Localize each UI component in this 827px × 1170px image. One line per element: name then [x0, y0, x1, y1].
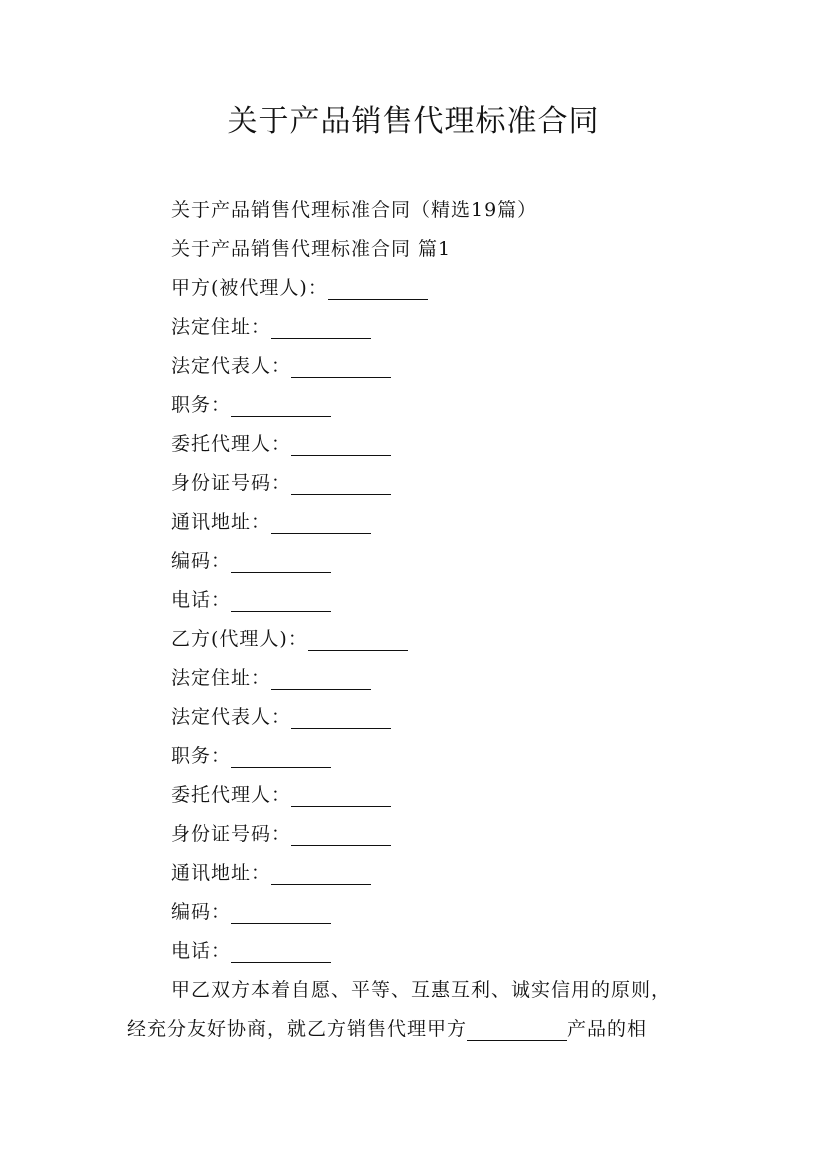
- party-a-field: [127, 464, 705, 503]
- fill-blank: [291, 706, 391, 729]
- field-label: 委托代理人：: [171, 784, 292, 806]
- field-label: 编码：: [171, 550, 232, 572]
- fill-blank: [231, 589, 331, 612]
- preamble-paragraph: [127, 971, 705, 1049]
- preamble-line-1: 甲乙双方本着自愿、平等、互惠互利、诚实信用的原则，: [171, 979, 672, 1001]
- fill-blank: [231, 940, 331, 963]
- field-label: 法定代表人：: [171, 355, 292, 377]
- document-title: 关于产品销售代理标准合同: [227, 104, 600, 139]
- field-label: 通讯地址：: [171, 862, 272, 884]
- field-label: 职务：: [171, 394, 232, 416]
- field-label: 法定住址：: [171, 316, 272, 338]
- preamble-line-2-end: 产品的相: [567, 1018, 648, 1040]
- party-a-field: [127, 542, 705, 581]
- party-a-header: [127, 269, 705, 308]
- section-heading: 关于产品销售代理标准合同 篇1: [171, 238, 452, 260]
- field-label: 身份证号码：: [171, 472, 292, 494]
- party-a-field: [127, 581, 705, 620]
- fill-blank: [231, 550, 331, 573]
- field-label: 编码：: [171, 901, 232, 923]
- fill-blank: [271, 862, 371, 885]
- fill-blank: [231, 394, 331, 417]
- fill-blank: [291, 433, 391, 456]
- party-b-field: [127, 932, 705, 971]
- fill-blank: [467, 1018, 567, 1041]
- party-b-field: [127, 893, 705, 932]
- preamble-line-2-start: 经充分友好协商，就乙方销售代理甲方: [127, 1018, 468, 1040]
- preamble-line-2: [127, 1010, 705, 1049]
- fill-blank: [231, 901, 331, 924]
- party-b-label: 乙方(代理人)：: [171, 628, 308, 650]
- fill-blank: [231, 745, 331, 768]
- document-body: [127, 191, 705, 1049]
- fill-blank: [291, 355, 391, 378]
- field-label: 身份证号码：: [171, 823, 292, 845]
- party-a-field: [127, 386, 705, 425]
- field-label: 法定代表人：: [171, 706, 292, 728]
- party-a-field: [127, 347, 705, 386]
- fill-blank: [291, 472, 391, 495]
- party-b-field: [127, 737, 705, 776]
- fill-blank: [271, 511, 371, 534]
- field-label: 电话：: [171, 589, 232, 611]
- party-a-field: [127, 503, 705, 542]
- party-b-field: [127, 698, 705, 737]
- party-b-field: [127, 659, 705, 698]
- document-subtitle: 关于产品销售代理标准合同（精选19篇）: [171, 199, 538, 221]
- party-b-field: [127, 854, 705, 893]
- fill-blank: [328, 277, 428, 300]
- field-label: 通讯地址：: [171, 511, 272, 533]
- party-a-label: 甲方(被代理人)：: [171, 277, 328, 299]
- field-label: 电话：: [171, 940, 232, 962]
- field-label: 职务：: [171, 745, 232, 767]
- fill-blank: [271, 667, 371, 690]
- party-a-field: [127, 425, 705, 464]
- fill-blank: [291, 823, 391, 846]
- party-b-field: [127, 815, 705, 854]
- party-a-field: [127, 308, 705, 347]
- field-label: 委托代理人：: [171, 433, 292, 455]
- field-label: 法定住址：: [171, 667, 272, 689]
- party-b-field: [127, 776, 705, 815]
- fill-blank: [308, 628, 408, 651]
- fill-blank: [271, 316, 371, 339]
- fill-blank: [291, 784, 391, 807]
- party-b-header: [127, 620, 705, 659]
